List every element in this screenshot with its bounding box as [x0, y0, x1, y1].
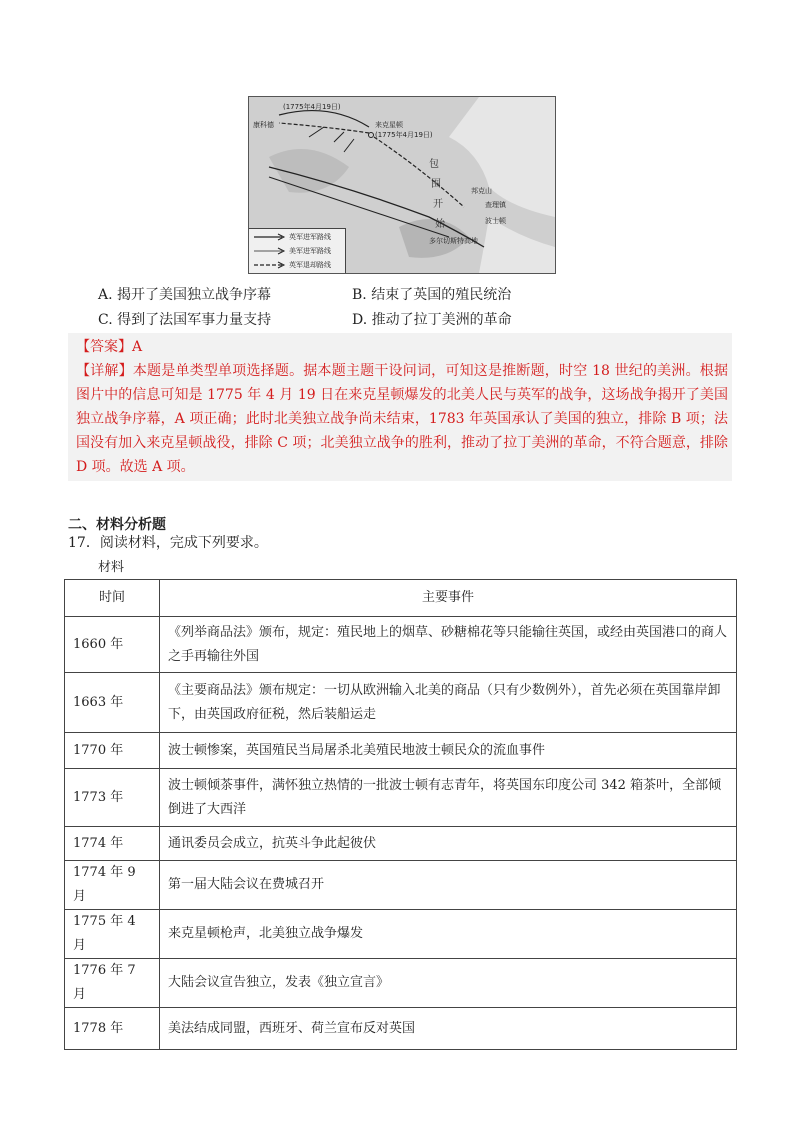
- option-text: 得到了法国军事力量支持: [117, 312, 272, 328]
- cell-time: 1773 年: [65, 769, 160, 827]
- cell-time: 1774 年 9 月: [65, 861, 160, 910]
- map-label-boston: 波士顿: [485, 217, 506, 225]
- table-row: [65, 910, 737, 959]
- cell-event: 美法结成同盟，西班牙、荷兰宣布反对英国: [160, 1008, 737, 1050]
- header-time: 时间: [65, 580, 160, 617]
- table-row: [65, 769, 737, 827]
- header-event: 主要事件: [160, 580, 737, 617]
- sea-area: [449, 97, 555, 217]
- cell-event: 通讯委员会成立，抗英斗争此起彼伏: [160, 827, 737, 861]
- option-letter: A.: [98, 287, 113, 303]
- table-row: [65, 1008, 737, 1050]
- cell-event: 第一届大陆会议在费城召开: [160, 861, 737, 910]
- answer-line: 【答案】A: [76, 339, 143, 355]
- section-title: 二、材料分析题: [68, 517, 166, 533]
- map-label-dorchester: 多尔切斯特高地: [429, 237, 478, 245]
- cell-time: 1663 年: [65, 673, 160, 733]
- cell-time: 1770 年: [65, 733, 160, 769]
- map-vertical-char: 包: [429, 159, 439, 170]
- map-label-charlestown: 查理镇: [485, 201, 506, 209]
- option-b: [352, 284, 511, 304]
- dashed-arrow-icon: [252, 261, 286, 269]
- cell-event: 大陆会议宣告独立，发表《独立宣言》: [160, 959, 737, 1008]
- option-letter: C.: [98, 312, 113, 328]
- option-text: 揭开了美国独立战争序幕: [117, 287, 272, 303]
- cell-time: 1775 年 4 月: [65, 910, 160, 959]
- cell-event: 波士顿惨案，英国殖民当局屠杀北美殖民地波士顿民众的流血事件: [160, 733, 737, 769]
- map-label-concord: 康科德: [253, 121, 274, 129]
- question-text: 17．阅读材料，完成下列要求。: [68, 535, 268, 551]
- lexington-marker: [369, 133, 374, 138]
- legend-row: [249, 244, 345, 257]
- option-c: [98, 309, 271, 329]
- option-a: [98, 284, 271, 304]
- cell-event: 《主要商品法》颁布规定：一切从欧洲输入北美的商品（只有少数例外），首先必须在英国靠岸卸下，由英国政府征税，然后装船运走: [160, 673, 737, 733]
- cell-time: 1660 年: [65, 617, 160, 673]
- thin-arrow-icon: [252, 247, 286, 255]
- british-retreat-route: [279, 123, 369, 133]
- solid-arrow-icon: [252, 233, 286, 241]
- option-letter: D.: [352, 312, 368, 328]
- option-d: [352, 309, 512, 329]
- legend-label: 英军进军路线: [289, 232, 331, 241]
- legend-label: 英军退却路线: [289, 260, 331, 269]
- table-row: [65, 827, 737, 861]
- map-label-bunker-hill: 邦克山: [471, 187, 492, 195]
- american-route-arrows: [309, 127, 354, 152]
- legend-row: [249, 258, 345, 271]
- map-vertical-char: 围: [431, 179, 441, 190]
- legend-label: 美军进军路线: [289, 246, 331, 255]
- battle-map: [248, 96, 556, 274]
- map-vertical-char: 开: [433, 199, 443, 210]
- cell-event: 《列举商品法》颁布，规定：殖民地上的烟草、砂糖棉花等只能输往英国，或经由英国港口的商人之手再输往外国: [160, 617, 737, 673]
- map-label-lexington-date: (1775年4月19日): [375, 131, 433, 139]
- material-label: 材料: [98, 560, 125, 575]
- option-letter: B.: [352, 287, 367, 303]
- detail-text: 【详解】本题是单类型单项选择题。据本题主题干设问词，可知这是推断题，时空 18 世纪的美洲。根据图片中的信息可知是 1775 年 4 月 19 日在来克星顿爆发的北美人民与英军的战争，这场战争揭开了美国独立战争序幕，A 项正确；此时北美独立战争尚未结束，1783 年英国承认了美国的独立，排除 B 项；法国没有加入来克星顿战役，排除 C 项；北美独立战争的胜利，推动了拉丁美洲的革命，不符合题意，排除 D 项。故选 A 项。: [76, 363, 728, 475]
- cell-event: 来克星顿枪声，北美独立战争爆发: [160, 910, 737, 959]
- table-row: [65, 673, 737, 733]
- table-row: [65, 861, 737, 910]
- legend-row: [249, 230, 345, 243]
- table-row: [65, 617, 737, 673]
- events-table: [64, 579, 737, 1050]
- map-label-date: (1775年4月19日): [283, 103, 341, 111]
- option-text: 推动了拉丁美洲的革命: [371, 312, 512, 328]
- cell-event: 波士顿倾茶事件，满怀独立热情的一批波士顿有志青年，将英国东印度公司 342 箱茶叶，全部倾倒进了大西洋: [160, 769, 737, 827]
- map-vertical-char: 始: [435, 219, 445, 230]
- table-row: [65, 959, 737, 1008]
- table-row: [65, 733, 737, 769]
- cell-time: 1778 年: [65, 1008, 160, 1050]
- british-retreat-route: [374, 137, 464, 207]
- answer-box: [68, 333, 732, 481]
- cell-time: 1776 年 7 月: [65, 959, 160, 1008]
- cell-time: 1774 年: [65, 827, 160, 861]
- table-header-row: [65, 580, 737, 617]
- map-legend: [249, 228, 346, 273]
- harbor-area: [479, 217, 555, 273]
- option-text: 结束了英国的殖民统治: [371, 287, 512, 303]
- british-route: [279, 111, 369, 127]
- map-label-lexington: 来克星顿: [375, 121, 403, 129]
